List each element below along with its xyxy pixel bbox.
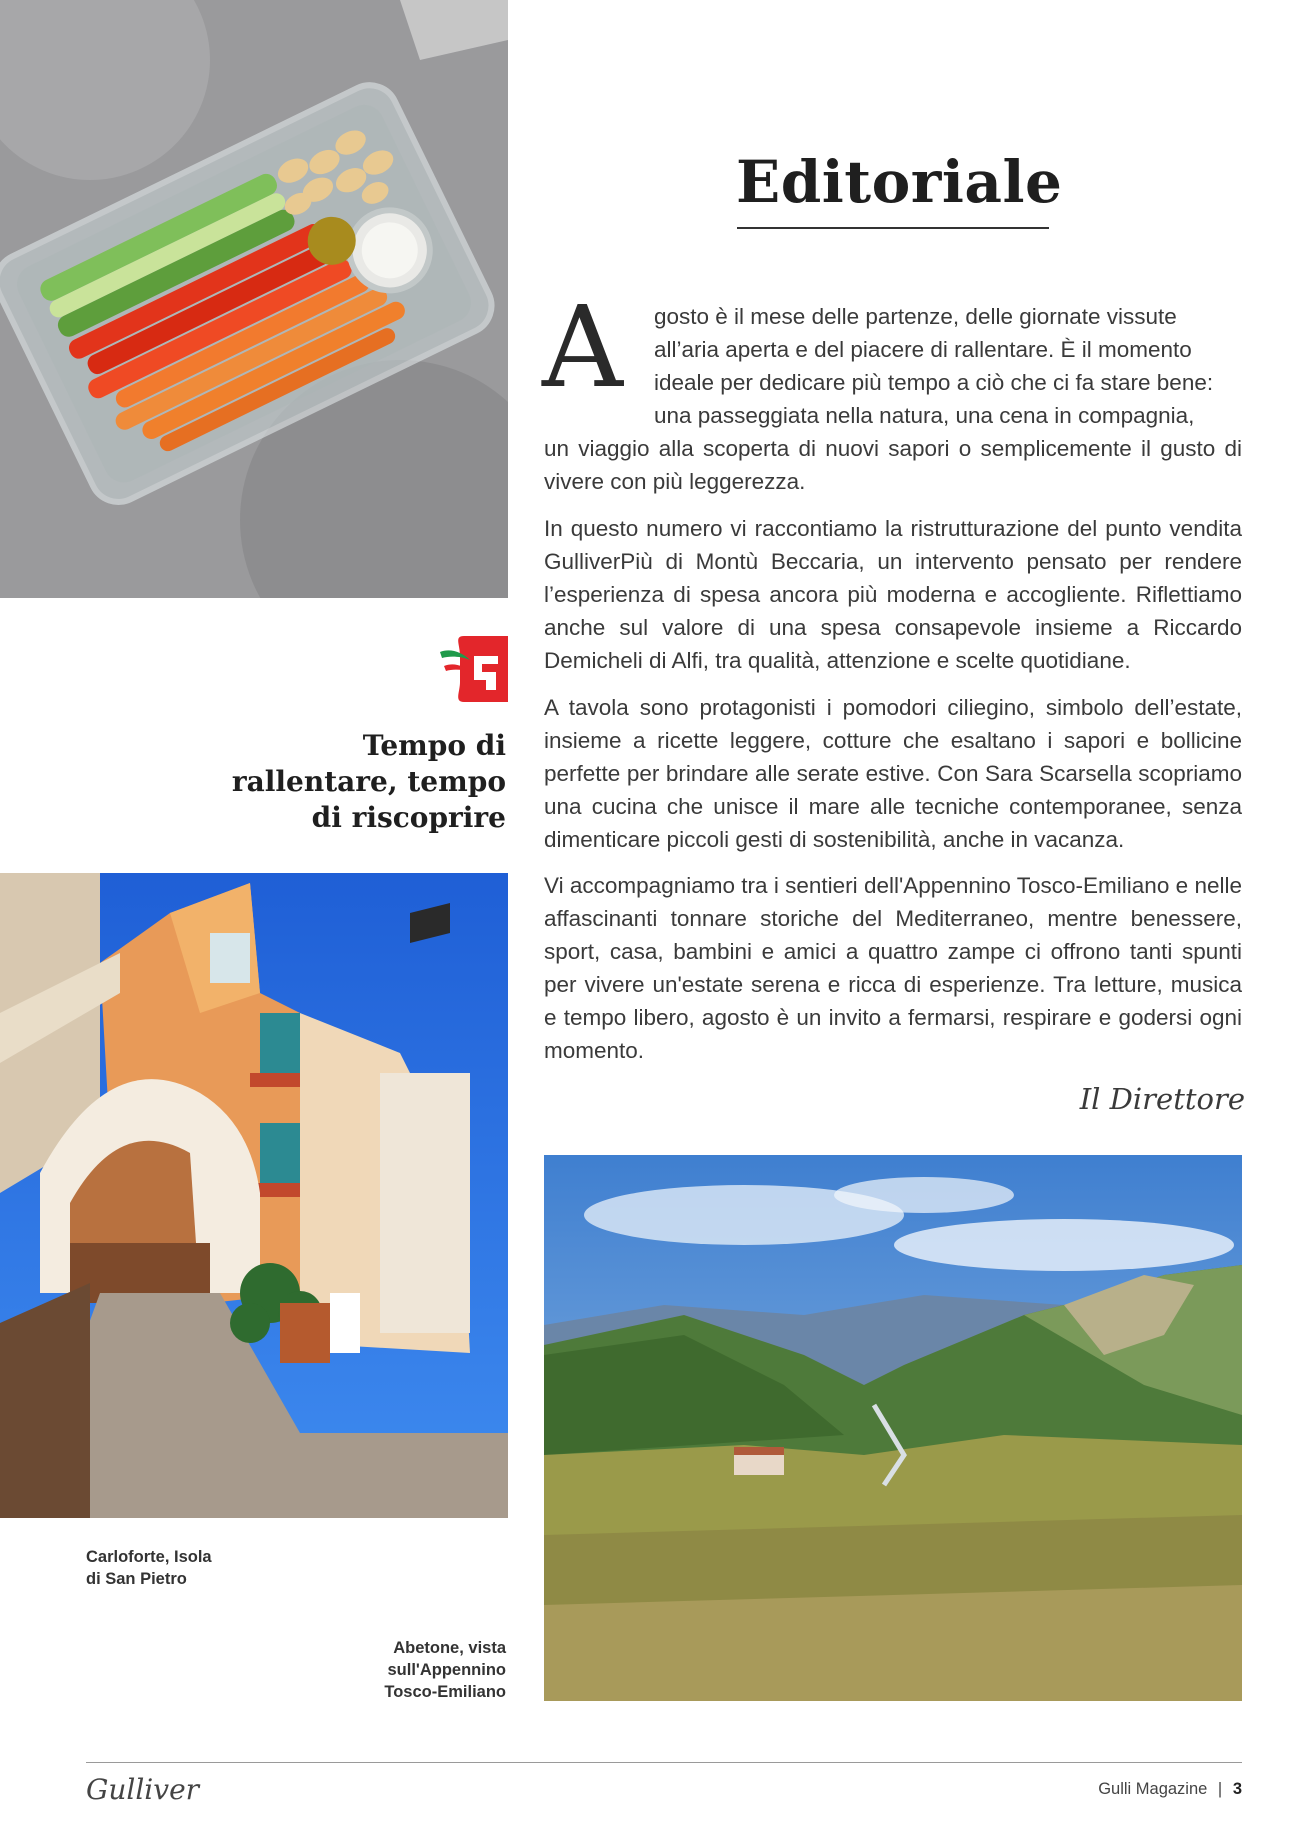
photo-abetone: [544, 1155, 1242, 1701]
paragraph-line: una passeggiata nella natura, una cena in compagnia,: [654, 403, 1195, 428]
photo-caption-abetone: [300, 1637, 506, 1703]
page-title: Editoriale: [736, 148, 1063, 216]
photo-carloforte: [0, 873, 508, 1518]
director-signature: Il Direttore: [1079, 1082, 1245, 1116]
footer-magazine: [1000, 1780, 1242, 1799]
caption-line: Carloforte, Isola: [86, 1548, 212, 1566]
editorial-paragraph-3: A tavola sono protagonisti i pomodori ciliegino, simbolo dell’estate, insieme a ricette leggere, cotture che esaltano i sapori e bollicine perfette per brindare alle serate estive. Con Sara Scarsella scopriamo una cucina che unisce il mare alle tecniche contemporanee, senza dimenticare piccoli gesti di sostenibilità, anche in vacanza.: [544, 695, 1242, 852]
footer-brand: Gulliver: [86, 1773, 200, 1806]
paragraph-line: all’aria aperta e del piacere di rallentare. È il momento: [654, 337, 1192, 362]
magazine-name: Gulli Magazine: [1098, 1780, 1208, 1798]
page-number: 3: [1232, 1780, 1242, 1798]
editorial-paragraph-2: In questo numero vi raccontiamo la ristrutturazione del punto vendita GulliverPiù di Montù Beccaria, un intervento pensato per rendere l’esperienza di spesa ancora più moderna e accogliente. Riflettiamo anche sul valore di una spesa consapevole insieme a Riccardo Demicheli di Alfi, tra qualità, attenzione e scelte quotidiane.: [544, 516, 1242, 673]
footer-divider: [86, 1762, 1242, 1763]
footer-separator: |: [1217, 1780, 1223, 1798]
paragraph-line: gosto è il mese delle partenze, delle giornate vissute: [654, 304, 1177, 329]
gulliver-g-logo-icon: [440, 636, 508, 702]
sidebar-title-line: Tempo di: [362, 729, 506, 762]
caption-line: di San Pietro: [86, 1570, 187, 1588]
title-underline: [737, 227, 1049, 229]
drop-cap: A: [542, 283, 623, 413]
caption-line: sull'Appennino: [387, 1661, 506, 1679]
sidebar-title: [230, 728, 506, 836]
paragraph-line: ideale per dedicare più tempo a ciò che ci fa stare bene:: [654, 370, 1214, 395]
photo-vegetable-lunchbox: [0, 0, 508, 598]
editorial-paragraph-4: Vi accompagniamo tra i sentieri dell'Appennino Tosco-Emiliano e nelle affascinanti tonnare storiche del Mediterraneo, mentre benessere, sport, casa, bambini e amici a quattro zampe ci offrono tanti spunti per vivere un'estate serena e ricca di esperienze. Tra letture, musica e tempo libero, agosto è un invito a fermarsi, respirare e godersi ogni momento.: [544, 873, 1242, 1063]
editorial-paragraph-1: [544, 300, 1242, 498]
photo-caption-carloforte: [86, 1546, 276, 1590]
paragraph-rest: un viaggio alla scoperta di nuovi sapori o semplicemente il gusto di vivere con più leggerezza.: [544, 436, 1242, 494]
caption-line: Tosco-Emiliano: [384, 1683, 506, 1701]
caption-line: Abetone, vista: [393, 1639, 506, 1657]
sidebar-title-line: di riscoprire: [311, 801, 506, 834]
sidebar-title-line: rallentare, tempo: [231, 765, 506, 798]
